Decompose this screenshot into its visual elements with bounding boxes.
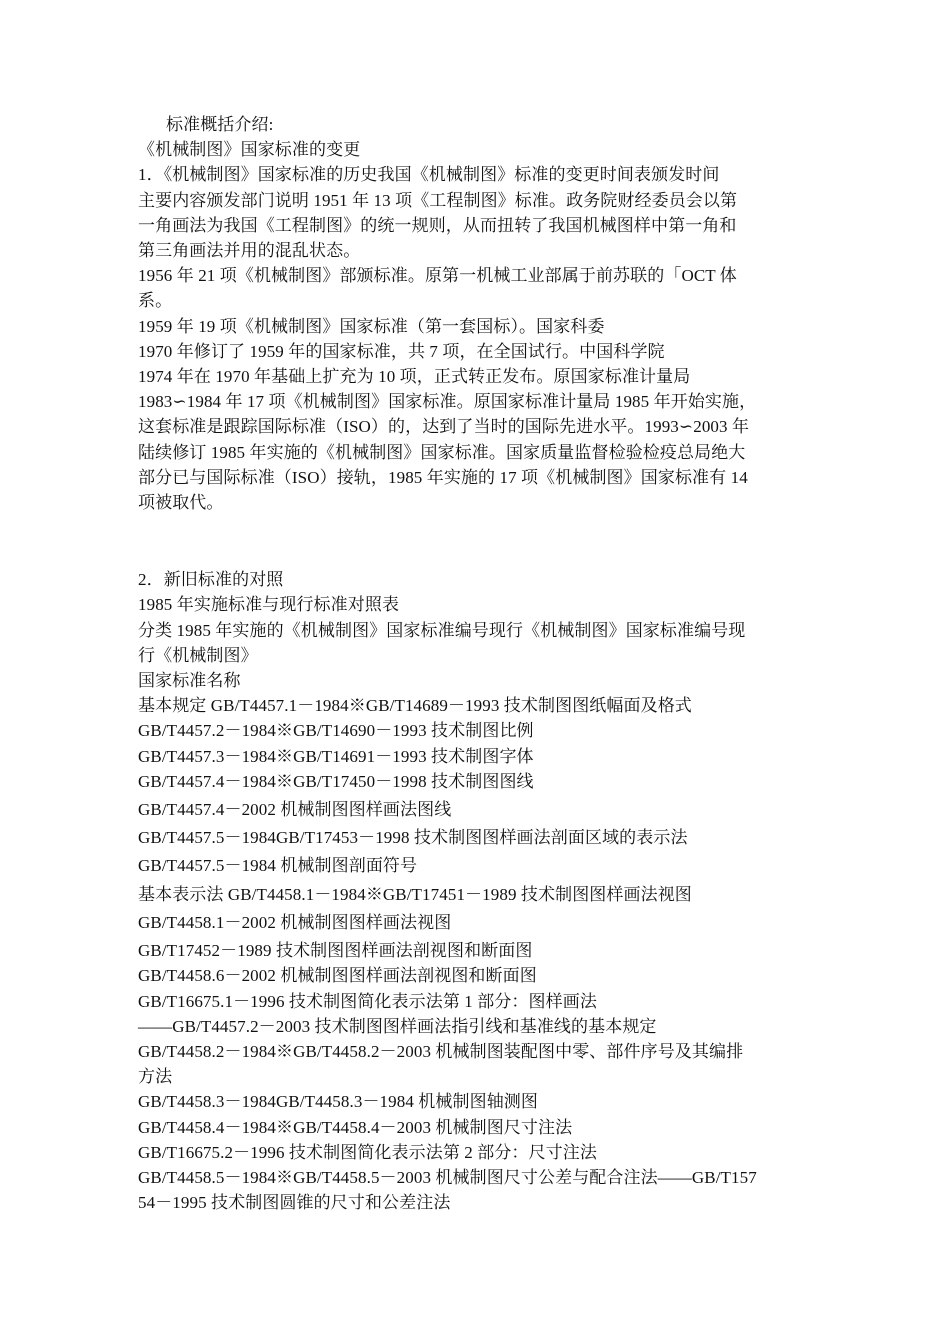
table-row: GB/T4458.2－1984※GB/T4458.2－2003 机械制图装配图中零、部件序号及其编排 [138,1041,744,1061]
table-row: GB/T4457.5－1984GB/T17453－1998 技术制图图样画法剖面区域的表示法 [138,828,688,848]
table-row: GB/T4458.5－1984※GB/T4458.5－2003 机械制图尺寸公差与配合注法——GB/T157 [138,1167,757,1187]
table-row: 基本表示法 GB/T4458.1－1984※GB/T17451－1989 技术制图图样画法视图 [138,884,692,904]
table-title: 1985 年实施标准与现行标准对照表 [138,595,400,615]
section-spacer [138,515,816,567]
table-row: GB/T4457.4－1984※GB/T17450－1998 技术制图图线 [138,771,534,791]
paragraph-line: 主要内容颁发部门说明 1951 年 13 项《工程制图》标准。政务院财经委员会以第 [138,190,738,210]
paragraph-line: 第三角画法并用的混乱状态。 [138,241,361,261]
paragraph-line: 项被取代。 [138,493,224,513]
paragraph-line: 1．《机械制图》国家标准的历史我国《机械制图》标准的变更时间表颁发时间 [138,165,720,185]
section-intro [138,112,816,515]
paragraph-line: 这套标准是跟踪国际标准（ISO）的，达到了当时的国际先进水平。1993∽2003 年 [138,417,750,437]
table-row: GB/T17452－1989 技术制图图样画法剖视图和断面图 [138,941,533,961]
table-row: GB/T4458.1－2002 机械制图图样画法视图 [138,912,452,932]
table-row: ——GB/T4457.2－2003 技术制图图样画法指引线和基准线的基本规定 [138,1016,657,1036]
paragraph-line: 部分已与国际标准（ISO）接轨，1985 年实施的 17 项《机械制图》国家标准有 14 [138,467,748,487]
paragraph-line: 一角画法为我国《工程制图》的统一规则，从而扭转了我国机械图样中第一角和 [138,215,737,235]
paragraph-line: 1970 年修订了 1959 年的国家标准，共 7 项，在全国试行。中国科学院 [138,341,665,361]
paragraph-line: 1983∽1984 年 17 项《机械制图》国家标准。原国家标准计量局 1985 年开始实施， [138,392,757,412]
table-header-line: 分类 1985 年实施的《机械制图》国家标准编号现行《机械制图》国家标准编号现 [138,620,746,640]
table-row: GB/T4457.3－1984※GB/T14691－1993 技术制图字体 [138,746,534,766]
table-header-line: 国家标准名称 [138,671,241,691]
table-row: GB/T4458.3－1984GB/T4458.3－1984 机械制图轴测图 [138,1092,538,1112]
table-row: GB/T16675.2－1996 技术制图简化表示法第 2 部分：尺寸注法 [138,1142,597,1162]
paragraph-line: 陆续修订 1985 年实施的《机械制图》国家标准。国家质量监督检验检疫总局绝大 [138,442,746,462]
table-row: 方法 [138,1067,173,1087]
table-row: GB/T4457.5－1984 机械制图剖面符号 [138,856,418,876]
section-compare [138,567,816,1215]
table-row: 基本规定 GB/T4457.1－1984※GB/T14689－1993 技术制图图纸幅面及格式 [138,696,692,716]
table-row: GB/T4457.2－1984※GB/T14690－1993 技术制图比例 [138,721,534,741]
paragraph-line: 1959 年 19 项《机械制图》国家标准（第一套国标）。国家科委 [138,316,605,336]
paragraph-line: 系。 [138,291,173,311]
paragraph-line: 1956 年 21 项《机械制图》部颁标准。原第一机械工业部属于前苏联的「OCT 体 [138,266,737,286]
table-header-line: 行《机械制图》 [138,645,258,665]
section-heading: 标准概括介绍: [166,115,274,134]
document-body [138,112,816,1215]
section-heading: 2．新旧标准的对照 [138,570,284,590]
paragraph-line: 1974 年在 1970 年基础上扩充为 10 项，正式转正发布。原国家标准计量局 [138,367,691,387]
table-row: GB/T4458.4－1984※GB/T4458.4－2003 机械制图尺寸注法 [138,1117,573,1137]
section-subheading: 《机械制图》国家标准的变更 [138,140,361,160]
table-row: GB/T4457.4－2002 机械制图图样画法图线 [138,800,452,820]
table-row: GB/T16675.1－1996 技术制图简化表示法第 1 部分：图样画法 [138,991,597,1011]
table-row: 54－1995 技术制图圆锥的尺寸和公差注法 [138,1193,451,1213]
table-row: GB/T4458.6－2002 机械制图图样画法剖视图和断面图 [138,966,537,986]
